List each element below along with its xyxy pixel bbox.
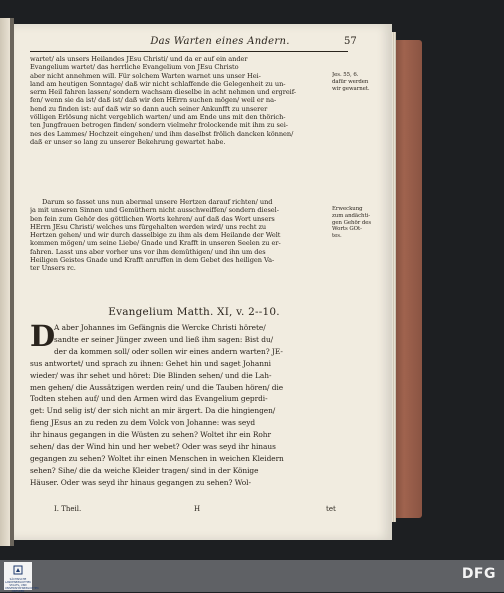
gospel-line: Häuser. Oder was seyd ihr hinaus gegangen zu sehen? Wol-: [30, 477, 251, 487]
library-logo[interactable]: [4, 562, 39, 593]
text-line: völligen Erlösung nicht vergeblich warten/ und am Ende uns mit den thörich-: [30, 113, 286, 122]
gospel-line: get: Und selig ist/ der sich nicht an mir ärgert. Da die hingiengen/: [30, 406, 276, 416]
funder-logo[interactable]: DFG: [461, 566, 496, 582]
gospel-line: sehen/ das der Wind hin und her webet? Oder was seyd ihr hinaus: [30, 442, 276, 452]
text-line: fahren. Lasst uns aber vorher uns vor ihm demüthigen/ und ihn um des: [30, 247, 266, 256]
margin-line: wir gewarnet.: [332, 85, 370, 92]
text-line: wartet/ als unsers Heilandes JEsu Christi/ und da er auf ein ander: [30, 55, 248, 63]
margin-line: gen Gehör des: [332, 219, 372, 226]
gospel-line: sehen? Sihe/ die da weiche Kleider tragen/ sind in der Könige: [30, 465, 259, 475]
gospel-line: men gehen/ die Aussätzigen werden rein/ und die Tauben hören/ die: [30, 382, 284, 392]
gospel-line: Todten stehen auf/ und den Armen wird das Evangelium geprdi-: [30, 394, 268, 404]
left-page-edge: [0, 18, 10, 546]
gospel-line: fieng JEsus an zu reden zu dem Volck von Johanne: was seyd: [30, 418, 256, 428]
text-line: Evangelium wartet/ das herrliche Evangelium von JEsu Christo: [30, 63, 239, 72]
paragraph-waiting: [30, 55, 330, 146]
catchword: tet: [326, 505, 336, 513]
running-head: Das Warten eines Andern.: [150, 36, 290, 47]
paragraph-exhortation: [30, 198, 330, 273]
library-logo-text: SÄCHSISCHE LANDESBIBLIOTHEK STAATS- UND UNIVERSITÄTSBIBLIOTHEK DRESDEN: [5, 578, 39, 593]
gospel-line: ihr hinaus gegangen in die Wüsten zu sehen? Woltet ihr ein Rohr: [30, 430, 271, 440]
library-crest-icon: [13, 565, 23, 575]
text-line: aber nicht annehmen will. Für solchem Warten warnet uns unser Hei-: [30, 71, 261, 80]
gospel-line: sandte er seiner Jünger zween und ließ ihm sagen: Bist du/: [54, 334, 274, 344]
text-line: land am heutigen Sonntage/ daß wir nicht schlaffende die Gelegenheit zu un-: [30, 79, 286, 88]
margin-line: Jes. 55, 6.: [332, 72, 359, 78]
gospel-line: A aber Johannes im Gefängnis die Wercke Christi hörete/: [54, 323, 266, 332]
text-line: hend zu finden ist: auf daß wir so dann auch seiner Ankunfft zu unserer: [30, 104, 268, 113]
margin-line: tes.: [332, 233, 342, 240]
text-line: daß er unser so lang zu unserer Bekehrung gewartet habe.: [30, 137, 226, 146]
book-page: [14, 24, 392, 540]
viewer-footer-bar: [0, 560, 504, 592]
text-line: ben fein zum Gehör des göttlichen Worts kehren/ auf daß das Wort unsers: [30, 214, 275, 223]
margin-line: dafür werden: [332, 78, 369, 85]
text-line: ten Jungfrauen betrogen finden/ sondern vielmehr frolockende mit ihm zu sei-: [30, 121, 288, 130]
text-line: HErrn JEsu Christi/ welches uns fürgehalten werden wird/ uns recht zu: [30, 222, 267, 231]
text-line: ter Unsers rc.: [30, 264, 76, 273]
text-line: serm Heil fahren lassen/ sondern wachsam dieselbe in acht nehmen und ergreif-: [30, 88, 297, 97]
gospel-text: [30, 319, 346, 489]
text-line: Hertzen gehen/ und wir durch dasselbige zu ihm als dem Heilande der Welt: [30, 231, 281, 240]
page-number: 57: [344, 36, 357, 47]
gospel-line: der da kommen soll/ oder sollen wir eines andern warten? JE-: [54, 346, 283, 356]
section-title: Evangelium Matth. XI, v. 2--10.: [108, 306, 280, 318]
text-line: kommen mögen/ um seine Liebe/ Gnade und Krafft in unseren Seelen zu er-: [30, 239, 281, 248]
text-line: Darum so fasset uns nun abermal unsere Hertzen darauf richten/ und: [42, 198, 273, 206]
margin-line: Worts GOt-: [332, 226, 362, 233]
book-cover-edge: [392, 40, 422, 518]
gospel-line: gegangen zu sehen? Woltet ihr einen Menschen in weichen Kleidern: [30, 453, 284, 463]
header-rule: [30, 51, 348, 52]
text-line: ja mit unseren Sinnen und Gemüthern nicht ausschweiffen/ sondern diesel-: [30, 206, 279, 215]
drop-cap-initial: D: [30, 319, 56, 353]
signature-mark: I. Theil.: [54, 505, 82, 513]
gospel-line: wieder/ was ihr sehet und höret: Die Blinden sehen/ und die Lah-: [30, 370, 272, 380]
margin-note-warning: [332, 72, 386, 92]
signature-letter: H: [194, 505, 201, 513]
margin-line: Erweckung: [332, 206, 363, 212]
text-line: Heiligen Geistes Gnade und Krafft anruffen in dem Gebet des heiligen Va-: [30, 256, 275, 265]
text-line: fen/ wenn sie da ist/ daß ist/ daß wir den HErrn suchen mögen/ weil er na-: [30, 96, 277, 105]
text-line: nes des Lammes/ Hochzeit eingehen/ und ihm daselbst frölich dancken können/: [30, 129, 294, 138]
gospel-line: sus antwortet/ und sprach zu ihnen: Gehet hin und saget Johanni: [30, 358, 271, 368]
margin-note-attention: [332, 206, 386, 240]
margin-line: zum andächti-: [332, 212, 371, 219]
